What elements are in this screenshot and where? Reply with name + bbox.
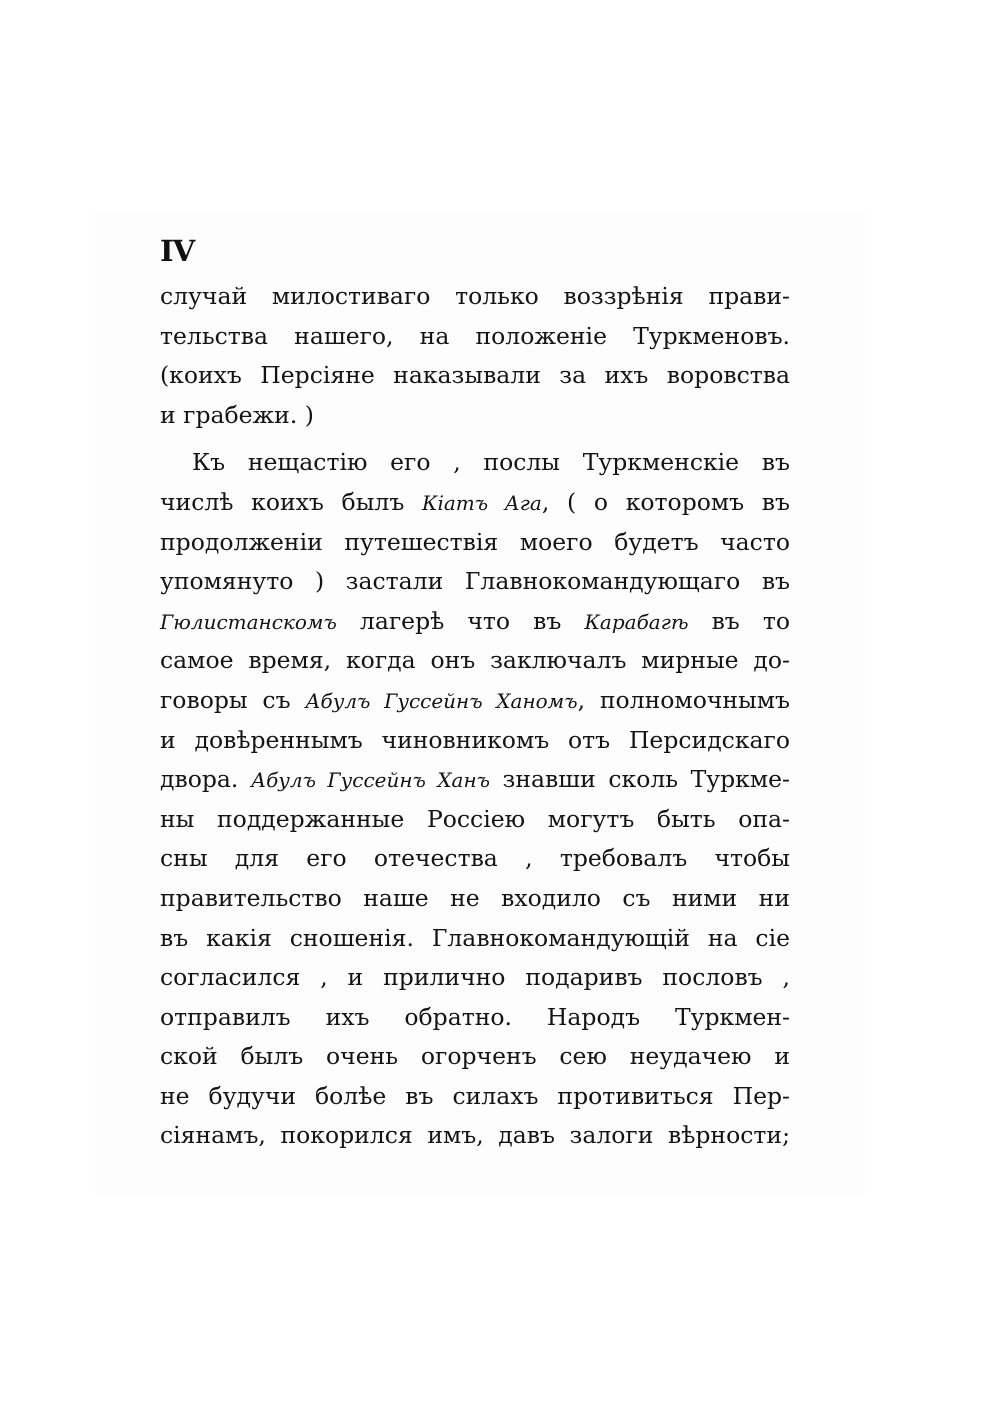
text-run: говоры съ xyxy=(160,685,306,714)
text-line xyxy=(160,602,790,642)
italic-name: Кіатъ Ага xyxy=(421,490,542,515)
text-line: сіянамъ, покорился имъ, давъ залоги вѣрности; xyxy=(160,1121,790,1150)
text-run: , полномочнымъ xyxy=(577,685,790,714)
text-line xyxy=(160,681,790,721)
text-line: продолженіи путешествія моего будетъ часто xyxy=(160,527,790,556)
paragraph-1 xyxy=(160,277,790,435)
italic-name: Абулъ Гуссейнъ Ханомъ xyxy=(305,688,578,713)
text-run: въ то xyxy=(688,606,790,635)
text-line: правительство наше не входило съ ними ни xyxy=(160,883,790,912)
paragraph-gap xyxy=(160,435,790,443)
text-line: сны для его отечества , требовалъ чтобы xyxy=(160,844,790,873)
text-line xyxy=(160,760,790,800)
text-line: тельства нашего, на положеніе Туркменовъ. xyxy=(160,321,790,350)
text-run: числѣ коихъ былъ xyxy=(160,487,422,516)
text-line: ны поддержанные Россіею могутъ быть опа- xyxy=(160,804,790,833)
text-run: , ( о которомъ въ xyxy=(541,487,790,516)
italic-name: Гюлистанскомъ xyxy=(160,609,337,634)
text-line: не будучи болѣе въ силахъ противиться Пер- xyxy=(160,1081,790,1110)
text-line: самое время, когда онъ заключалъ мирные до- xyxy=(160,646,790,675)
italic-name: Абулъ Гуссейнъ Ханъ xyxy=(250,768,490,793)
text-line: согласился , и прилично подаривъ пословъ , xyxy=(160,963,790,992)
text-run: двора. xyxy=(160,765,251,794)
text-line: и довѣреннымъ чиновникомъ отъ Персидскаго xyxy=(160,725,790,754)
text-line: Къ нещастію его , послы Туркменскіе въ xyxy=(192,448,790,477)
text-line: (коихъ Персіяне наказывали за ихъ воровства xyxy=(160,361,790,390)
text-line xyxy=(160,483,790,523)
italic-name: Карабагѣ xyxy=(584,609,689,634)
text-line: случай милостиваго только воззрѣнія прави- xyxy=(160,282,790,310)
page-number: IV xyxy=(160,234,195,268)
text-line: и грабежи. ) xyxy=(160,400,314,429)
body-text xyxy=(160,277,790,1156)
text-line: упомянуто ) застали Главнокомандующаго въ xyxy=(160,567,790,596)
text-line: въ какія сношенія. Главнокомандующій на сіе xyxy=(160,923,790,952)
text-run: лагерѣ что въ xyxy=(336,606,585,635)
text-run: знавши сколь Туркме- xyxy=(490,765,790,794)
paragraph-2 xyxy=(160,443,790,1156)
text-line: ской былъ очень огорченъ сею неудачею и xyxy=(160,1042,790,1071)
text-line: отправилъ ихъ обратно. Народъ Туркмен- xyxy=(160,1002,790,1031)
